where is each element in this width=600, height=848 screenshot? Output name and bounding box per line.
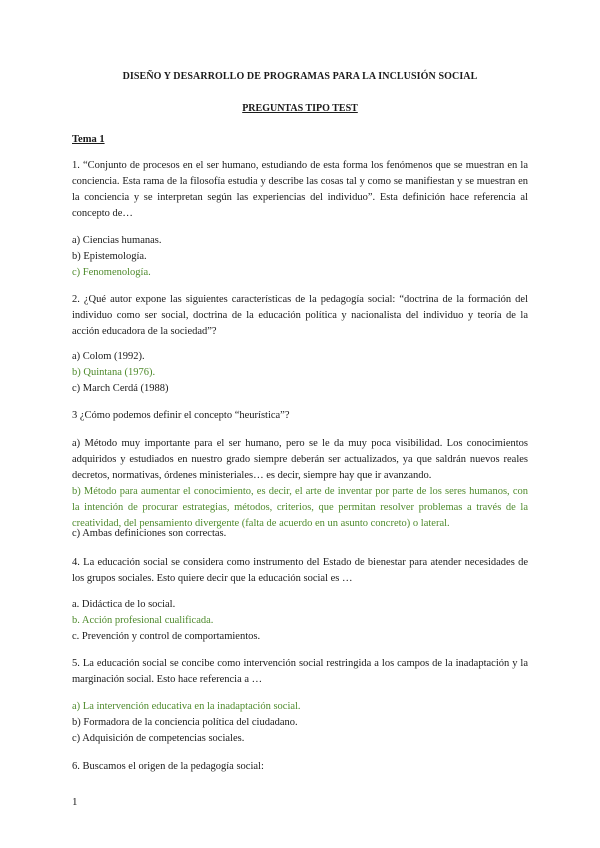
question-5-option-a: a) La intervención educativa en la inadaptación social. [72, 701, 301, 712]
question-1-option-a: a) Ciencias humanas. [72, 235, 162, 246]
document-title: DISEÑO Y DESARROLLO DE PROGRAMAS PARA LA INCLUSIÓN SOCIAL [122, 71, 478, 82]
question-2-text: 2. ¿Qué autor expone las siguientes características de la pedagogía social: “doctrina de la formación del individuo como ser social, doctrina de la educación política y nacionalista del individuo y teoría de la acción educadora de la sociedad”? [72, 294, 528, 337]
question-1-text: 1. “Conjunto de procesos en el ser humano, estudiando de esta forma los fenómenos que se muestran en la conciencia. Esta rama de la filosofía estudia y describe las cosas tal y como se manifiestan y se muestran en la conciencia y se interpretan según las experiencias del individuo”. Esta definición hace referencia al concepto de… [72, 160, 528, 219]
question-2-options [72, 349, 528, 397]
question-4-option-b: b. Acción profesional cualificada. [72, 615, 214, 626]
question-4-text: 4. La educación social se considera como instrumento del Estado de bienestar para atender necesidades de los grupos sociales. Esto quiere decir que la educación social es … [72, 557, 528, 584]
question-2-option-c: c) March Cerdá (1988) [72, 383, 169, 394]
page-number: 1 [72, 796, 78, 808]
question-1-options [72, 233, 528, 281]
question-5-option-c: c) Adquisición de competencias sociales. [72, 733, 245, 744]
question-3-option-c: c) Ambas definiciones son correctas. [72, 528, 227, 539]
question-5-text: 5. La educación social se concibe como intervención social restringida a los campos de la inadaptación y la marginación social. Esto hace referencia a … [72, 658, 528, 685]
question-2-option-a: a) Colom (1992). [72, 351, 145, 362]
question-4-options [72, 597, 528, 645]
question-3-option-a: a) Método muy importante para el ser humano, pero se le da muy poca visibilidad. Los conocimientos adquiridos y estudiados en nuestro grado siempre deberán ser actualizados, ya que saldrán nuevos reales decretos, normativas, órdenes ministeriales… es decir, siempre hay que ir avanzando. [72, 438, 528, 481]
question-4-option-c: c. Prevención y control de comportamientos. [72, 631, 261, 642]
question-2-option-b: b) Quintana (1976). [72, 367, 156, 378]
question-1-option-b: b) Epistemología. [72, 251, 147, 262]
question-6-text: 6. Buscamos el origen de la pedagogía social: [72, 761, 264, 772]
question-5-options [72, 699, 528, 747]
question-3-text: 3 ¿Cómo podemos definir el concepto “heurística”? [72, 410, 290, 421]
question-4-option-a: a. Didáctica de lo social. [72, 599, 176, 610]
document-subtitle: PREGUNTAS TIPO TEST [242, 103, 358, 114]
question-3-option-b: b) Método para aumentar el conocimiento, es decir, el arte de inventar por parte de los seres humanos, con la intención de procurar estrategias, métodos, criterios, que permitan resolver problemas a través de la creatividad, del pensamiento divergente (falta de acuerdo en un asunto concreto) o lateral. [72, 486, 528, 529]
question-1-option-c: c) Fenomenología. [72, 267, 151, 278]
question-5-option-b: b) Formadora de la conciencia política del ciudadano. [72, 717, 298, 728]
section-heading: Tema 1 [72, 134, 105, 145]
